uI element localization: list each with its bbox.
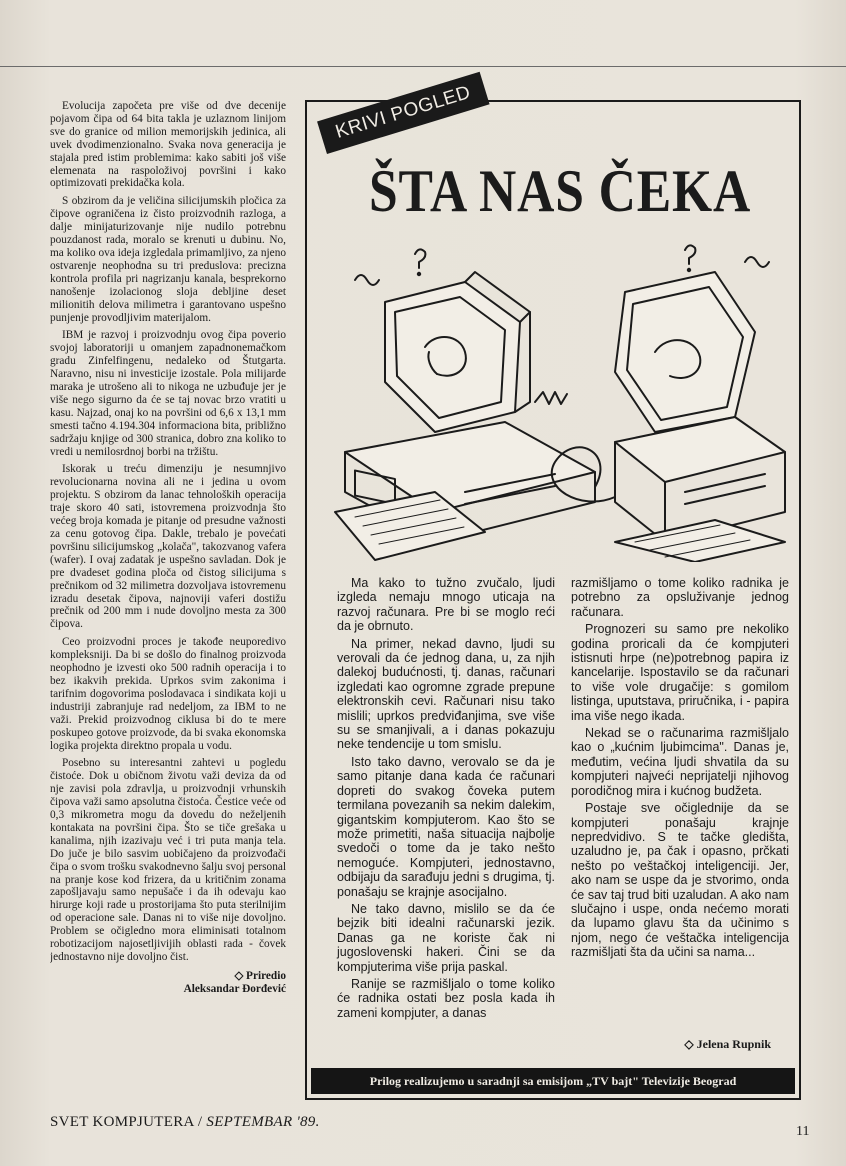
left-paragraph: S obzirom da je veličina silicijumskih pločica za čipove ograničena iz čisto proizvodnih razloga, a dalje minijaturizovanje nije nudilo potrebnu pouzdanost rada, moralo se krenuti u dubinu. No, ma koliko ova ideja izgledala primamljivo, za njeno ostvarenje neophodna su tri preduslova: precizna kontrola profila pri nagrizanju kanala, besprekorno nanošenje izolacionog sloja debljine deset milionitih delova milimetra i garantovano uspešno punjenje provodljivim materijalom. (50, 195, 286, 324)
article-paragraph: Prognozeri su samo pre nekoliko godina proricali da će kompjuteri istisnuti hrpe (ne)potrebnog papira iz kancelarije. Ispostavilo se da računari to više vole drugačije: s gomilom listinga, uputstava, priručnika, i - papira ima više nego ikada. (571, 622, 789, 723)
credit-author: Aleksandar Đorđević (183, 982, 286, 995)
headline: ŠTA NAS ČEKA (369, 158, 752, 224)
issue-date: SEPTEMBAR '89. (206, 1114, 320, 1130)
top-rule (0, 66, 846, 67)
krivi-pogled-box (305, 81, 801, 1100)
left-column-article (50, 100, 286, 1100)
footer-band: Prilog realizujemo u saradnji sa emisijom „TV bajt" Televizije Beograd (311, 1068, 795, 1094)
article-paragraph: Nekad se o računarima razmišljalo kao o „kućnim ljubimcima". Danas je, međutim, većina ljudi shvatila da su kompjuteri najveći neprijatelji njihovog porodičnog mira i kućnog budžeta. (571, 726, 789, 798)
cartoon-illustration (315, 242, 795, 562)
left-paragraph: Ceo proizvodni proces je takođe neuporedivo kompleksniji. Da bi se došlo do finalnog proizvoda neophodno je izvesti oko 500 radnih operacija i to bez ikakvih prekida. Uprkos svim zakonima i tarifnim dogovorima poslodavaca i sindikata koji u industriji zabranjuje rad nedeljom, za IBM to ne važi. Prekid proizvodnog ciklusa bi do te mere poskupeo gotove proizvode, da bi svaka ekonomska logika projekta direktno propala u vodu. (50, 636, 286, 752)
left-paragraph: Iskorak u treću dimenziju je nesumnjivo revolucionarna novina ali ne i jedina u ovom projektu. S obzirom da lanac tehnoloških operacija traje skoro 40 sati, istovremena proizvodnja što većeg broja komada je pitanje od presudne važnosti za cenu gotovog čipa. Dakle, trebalo je povećati površinu silicijumskog „kolača", takozvanog vafera (wafer). I ovaj zadatak je uspešno savladan. Dok je pre dvadeset godina ploča od čistog silicijuma s prečnikom od 32 milimetra dozvoljava istovremenu izradu desetak čipova, najnoviji vaferi dostižu prečnik od 200 mm i nude dovoljno mesta za 300 čipova. (50, 463, 286, 631)
folio-line (50, 1114, 320, 1131)
article-paragraph: Na primer, nekad davno, ljudi su verovali da će jednog dana, u, za njih dalekoj budućnosti, tj. danas, računari izgledati kao ogromne zgrade prepune elektronskih cevi. Računari nisu tako mislili; uprkos predviđanjima, sve više su se smanjivali, a i danas pokazuju neke tendencije u tom smislu. (337, 636, 555, 752)
left-paragraph: Posebno su interesantni zahtevi u pogledu čistoće. Dok u običnom životu važi deviza da od nje zavisi pola zdravlja, u proizvodnji vrhunskih čipova važi samo apsolutna čistoća. Čestice veće od 0,3 mikrometra mogu da dovedu do neželjenih kontakata na površini čipa. Što se tiče grešaka u kanalima, njih izazivaju već i tri puta manja tela. Do juče je bilo sasvim uobičajeno da proizvođači čipa o svom trošku svakodnevno šalju svoj personal na pranje kose kod frizera, da u kritičnim zonama zapošljavaju samo nepušače i da ih odevaju kao hirurge koji rade u prostorijama što puta sterilnijim od operacione sale. Danas ni to više nije dovoljno. Problem se očigledno mora eliminisati totalnom robotizacijom najosetljivijih oblasti rada - čovek jednostavno nije dovoljno čist. (50, 757, 286, 963)
article-paragraph: Isto tako davno, verovalo se da je samo pitanje dana kada će računari dopreti do svakog čoveka putem termilana povezanih sa nekim dalekim, gigantskim kompjuterom. Kao što se može primetiti, naša situacija najbolje svedoči o tome da je tako nešto nemoguće. Kompjuteri, jednostavno, odbijaju da sarađuju jedni s drugima, tj. ponašaju se krajnje asocijalno. (337, 754, 555, 899)
article-paragraph: razmišljamo o tome koliko radnika je potrebno za opsluživanje jednog računara. (571, 576, 789, 619)
article-paragraph: Postaje sve očiglednije da se kompjuteri ponašaju krajnje nepredvidivo. S te tačke gledišta, uzaludno je, pa čak i opasno, prčkati nešto po veštačkoj inteligenciji. Jer, ako nam se uspe da je stvorimo, onda će sav taj trud biti uzaludan. A ako nam slučajno i uspe, onda nećemo morati da lupamo glavu šta da učinimo s njom, nego će veštačka inteligencija razmišljati šta da učini sa nama... (571, 801, 789, 960)
left-paragraph: Evolucija započeta pre više od dve decenije pojavom čipa od 64 bita takla je uzlaznom linijom sve do granice od milion memorijskih jedinica, ali uvek dvodimenzionalno. Svaka nova generacija je stajala pred istim problemima: kako sabiti još više elemenata na raspoloživoj površini i kako optimizovati prekidačka kola. (50, 100, 286, 190)
section-banner: KRIVI POGLED (317, 72, 490, 154)
magazine-name: SVET KOMPJUTERA (50, 1114, 194, 1130)
page-number: 11 (796, 1124, 810, 1139)
article-paragraph: Ranije se razmišljalo o tome koliko će radnika ostati bez posla kada ih zameni kompjuter, a danas (337, 976, 555, 1020)
author-credit (50, 970, 286, 996)
article-column-2 (571, 576, 789, 1023)
credit-label: ◇ Priredio (234, 969, 286, 982)
article-paragraph: Ne tako davno, mislilo se da će bejzik biti idealni računarski jezik. Danas ga ne koriste čak ni jugoslovenski hakeri. Čini se da kompjuterima više prija paskal. (337, 901, 555, 974)
article-signature: ◇ Jelena Rupnik (684, 1037, 771, 1051)
article-paragraph: Ma kako to tužno zvučalo, ljudi izgleda nemaju mnogo uticaja na razvoj računara. Pre bi se moglo reći da je obrnuto. (337, 576, 555, 634)
article-column-1 (337, 576, 555, 1023)
folio-separator: / (193, 1114, 207, 1130)
article-columns (337, 576, 789, 1023)
left-paragraph: IBM je razvoj i proizvodnju ovog čipa poverio svojoj laboratoriji u omanjem zapadnonemačkom gradu Zinfelfingenu, nedaleko od Štutgarta. Naravno, nisu ni investicije izostale. Pola milijarde maraka je utrošeno ali to nikoga ne uzbuđuje jer je više nego sigurno da će se taj novac brzo vratiti u kasu. Najzad, onaj ko na površini od 6,6 x 13,1 mm smesti tačno 4.194.304 informaciona bita, približno sadržaju knjige od 300 stranica, dobro zna koliko to vredi u nemilosrdnoj borbi na tržištu. (50, 329, 286, 458)
